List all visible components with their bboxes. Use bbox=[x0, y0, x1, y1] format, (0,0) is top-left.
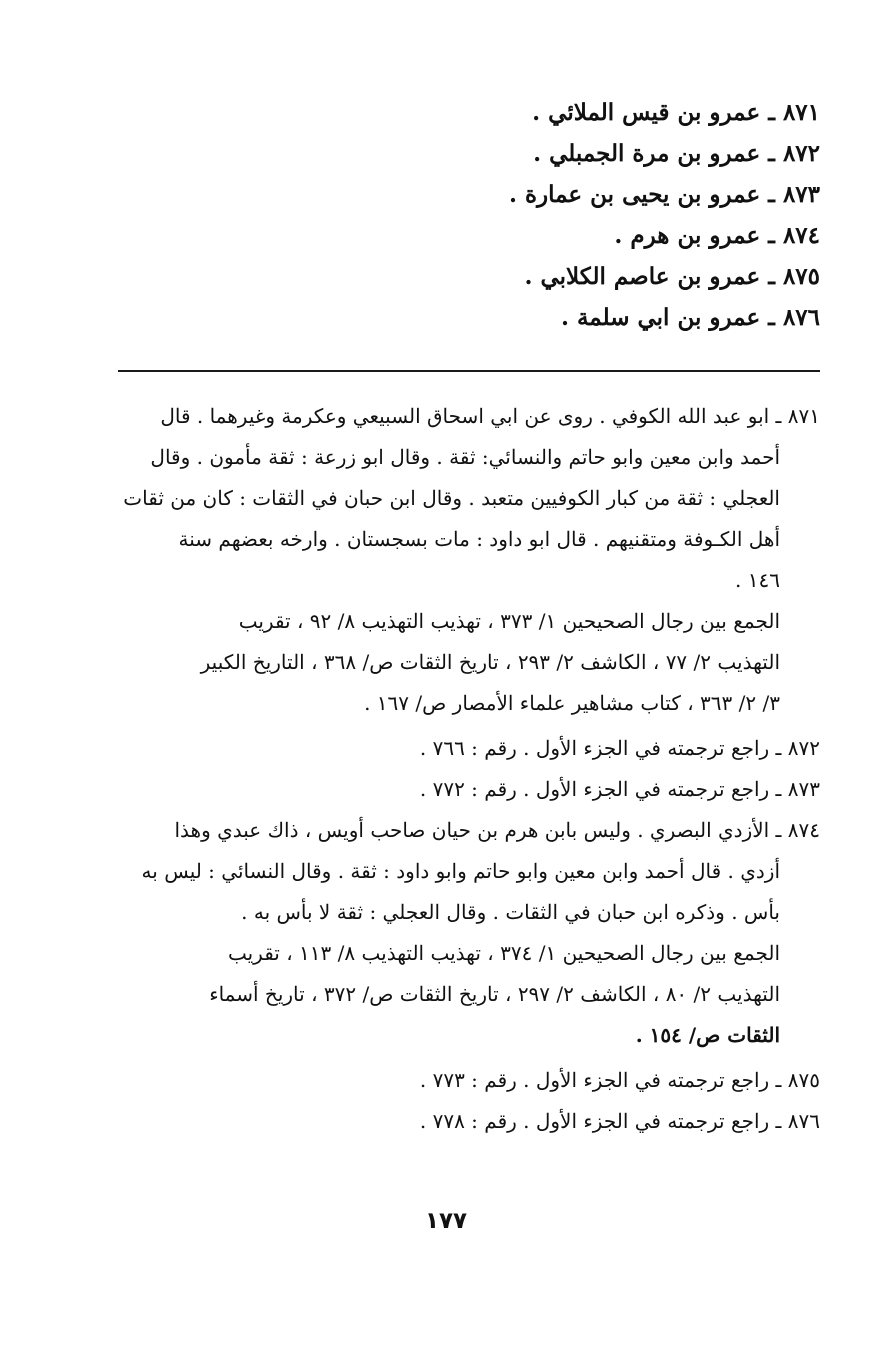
narrator-item-872: ٨٧٢ ـ عمرو بن مرة الجمبلي . bbox=[533, 140, 820, 167]
note-873-line: ٨٧٣ ـ راجع ترجمته في الجزء الأول . رقم : ٧٧٢ . bbox=[419, 777, 820, 801]
note-871-line-5: ١٤٦ . bbox=[735, 568, 780, 592]
note-875-line: ٨٧٥ ـ راجع ترجمته في الجزء الأول . رقم : ٧٧٣ . bbox=[419, 1068, 820, 1092]
page-number: ١٧٧ bbox=[424, 1208, 468, 1234]
note-876 bbox=[120, 1101, 820, 1142]
note-871-line-3: العجلي : ثقة من كبار الكوفيين متعبد . وقال ابن حبان في الثقات : كان من ثقات bbox=[123, 486, 780, 510]
narrator-list bbox=[360, 92, 820, 338]
footnotes bbox=[120, 396, 820, 1142]
note-874-reference-1: الجمع بين رجال الصحيحين ١/ ٣٧٤ ، تهذيب التهذيب ٨/ ١١٣ ، تقريب bbox=[227, 941, 780, 965]
note-871-reference-2: التهذيب ٢/ ٧٧ ، الكاشف ٢/ ٢٩٣ ، تاريخ الثقات ص/ ٣٦٨ ، التاريخ الكبير bbox=[200, 650, 780, 674]
note-872-line: ٨٧٢ ـ راجع ترجمته في الجزء الأول . رقم : ٧٦٦ . bbox=[419, 736, 820, 760]
note-871-reference-1: الجمع بين رجال الصحيحين ١/ ٣٧٣ ، تهذيب التهذيب ٨/ ٩٢ ، تقريب bbox=[238, 609, 780, 633]
note-874-line-1: ٨٧٤ ـ الأزدي البصري . وليس بابن هرم بن حيان صاحب أويس ، ذاك عبدي وهذا bbox=[174, 818, 820, 842]
note-874-reference-3: الثقات ص/ ١٥٤ . bbox=[635, 1023, 780, 1047]
note-873 bbox=[120, 769, 820, 810]
note-871-reference-3: ٣/ ٢/ ٣٦٣ ، كتاب مشاهير علماء الأمصار ص/ ١٦٧ . bbox=[364, 691, 780, 715]
note-871-line-2: أحمد وابن معين وابو حاتم والنسائي: ثقة . وقال ابو زرعة : ثقة مأمون . وقال bbox=[150, 445, 780, 469]
note-871-line-4: أهل الكـوفة ومتقنيهم . قال ابو داود : مات بسجستان . وارخه بعضهم سنة bbox=[178, 527, 780, 551]
note-874-reference-2: التهذيب ٢/ ٨٠ ، الكاشف ٢/ ٢٩٧ ، تاريخ الثقات ص/ ٣٧٢ ، تاريخ أسماء bbox=[209, 982, 780, 1006]
note-874 bbox=[120, 810, 820, 1056]
note-871-line-1: ٨٧١ ـ ابو عبد الله الكوفي . روى عن ابي اسحاق السبيعي وعكرمة وغيرهما . قال bbox=[160, 404, 820, 428]
narrator-item-876: ٨٧٦ ـ عمرو بن ابي سلمة . bbox=[560, 304, 820, 331]
note-874-line-3: بأس . وذكره ابن حبان في الثقات . وقال العجلي : ثقة لا بأس به . bbox=[241, 900, 780, 924]
narrator-item-874: ٨٧٤ ـ عمرو بن هرم . bbox=[614, 222, 820, 249]
note-874-line-2: أزدي . قال أحمد وابن معين وابو حاتم وابو داود : ثقة . وقال النسائي : ليس به bbox=[141, 859, 780, 883]
narrator-item-873: ٨٧٣ ـ عمرو بن يحيى بن عمارة . bbox=[508, 181, 820, 208]
narrator-item-871: ٨٧١ ـ عمرو بن قيس الملائي . bbox=[532, 99, 820, 126]
note-871 bbox=[120, 396, 820, 724]
footnote-divider bbox=[118, 370, 820, 372]
note-876-line: ٨٧٦ ـ راجع ترجمته في الجزء الأول . رقم : ٧٧٨ . bbox=[419, 1109, 820, 1133]
note-875 bbox=[120, 1060, 820, 1101]
narrator-item-875: ٨٧٥ ـ عمرو بن عاصم الكلابي . bbox=[524, 263, 820, 290]
note-872 bbox=[120, 728, 820, 769]
